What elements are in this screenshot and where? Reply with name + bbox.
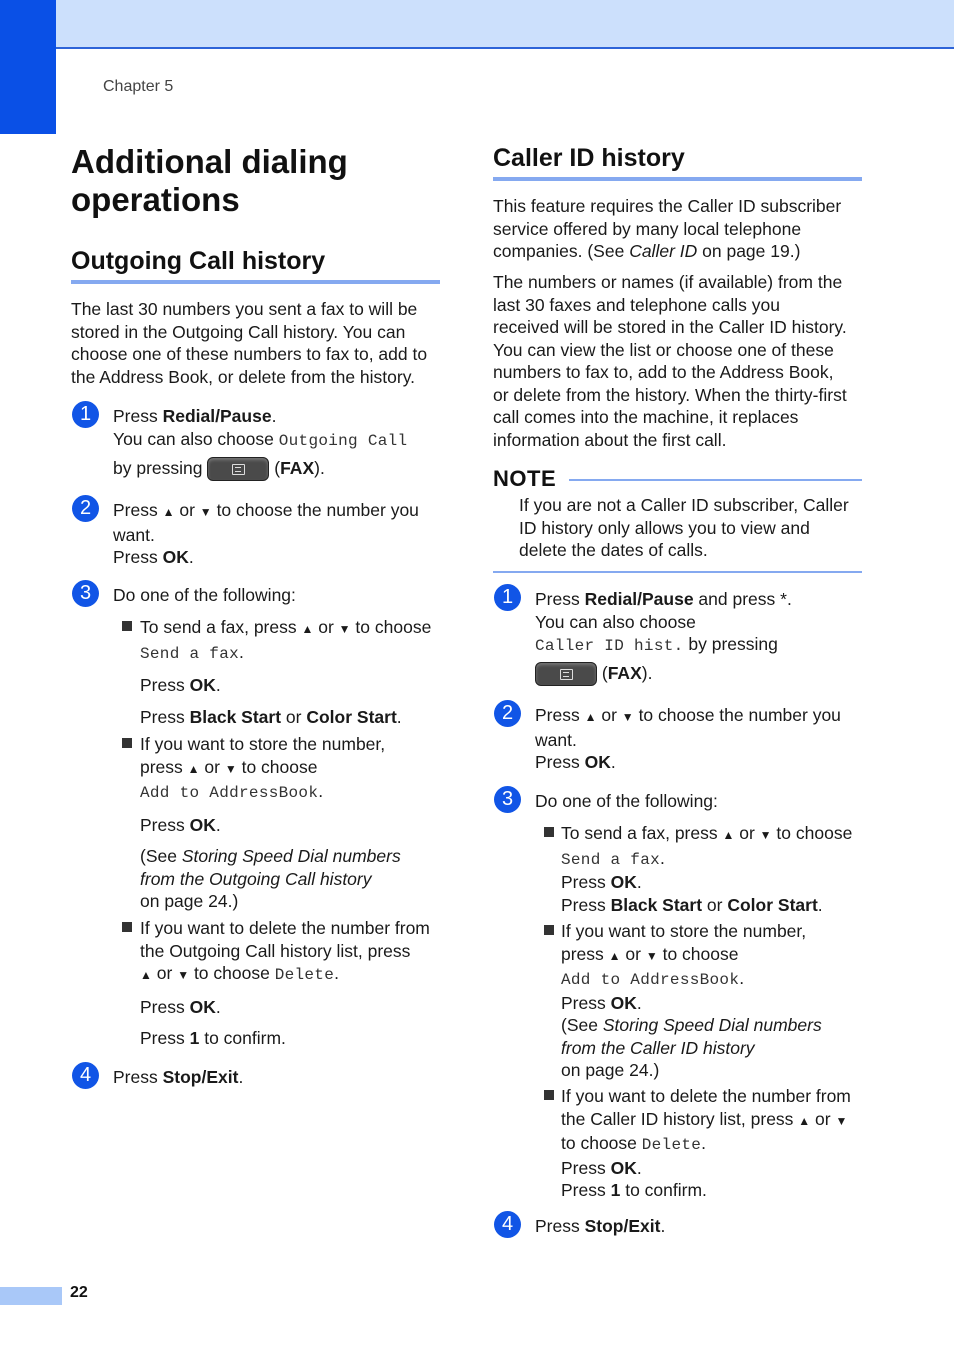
step-text: to choose <box>657 943 739 964</box>
step-badge: 1 <box>494 584 521 611</box>
bullet-delete-number: If you want to delete the number from the Outgoing Call history list, press ▲ or ▼ to choose Delete. Press OK. Press 1 to confirm. <box>140 917 445 1050</box>
step-text: ). <box>641 662 653 683</box>
step-text: . <box>660 847 665 868</box>
key-label: Redial/Pause <box>584 589 694 609</box>
chapter-tab <box>0 0 56 134</box>
paragraph-line: on page 19.) <box>697 241 801 261</box>
step-text: . <box>786 589 792 609</box>
intro-line: the Address Book, or delete from the history. <box>71 366 416 387</box>
chapter-label: Chapter 5 <box>103 78 174 95</box>
step-text: ). <box>314 458 325 478</box>
down-arrow-icon: ▼ <box>621 710 634 724</box>
step-badge: 4 <box>494 1211 521 1238</box>
bullet-marker <box>122 922 132 932</box>
star-key: * <box>780 589 787 609</box>
step-text: or <box>281 706 307 727</box>
page-title-line1: Additional dialing <box>71 143 348 180</box>
page-number: 22 <box>70 1284 88 1301</box>
down-arrow-icon: ▼ <box>338 622 351 636</box>
key-label: Stop/Exit <box>584 1216 661 1236</box>
step-text: Press <box>535 1216 585 1236</box>
step-text: . <box>660 1216 666 1236</box>
step-text: Press <box>113 547 163 567</box>
paragraph-line: last 30 faxes and telephone calls you <box>493 294 780 315</box>
step-text: or <box>313 617 339 637</box>
cross-reference-link: Storing Speed Dial numbers <box>181 846 401 866</box>
step-text: to choose <box>350 617 432 637</box>
down-arrow-icon: ▼ <box>835 1113 848 1128</box>
step-text: You can also choose <box>535 611 696 632</box>
step-text: or <box>620 943 646 964</box>
key-label: 1 <box>610 1180 621 1200</box>
fax-icon <box>560 669 573 680</box>
step-badge: 2 <box>494 700 521 727</box>
step-text: . <box>610 752 616 772</box>
cross-reference-link: Caller ID <box>629 241 698 261</box>
step-text: Press <box>140 814 190 835</box>
cross-reference-link: from the Caller ID history <box>561 1037 755 1058</box>
paragraph-line: information about the first call. <box>493 429 727 450</box>
paragraph-line: call comes into the machine, it replaces <box>493 407 799 427</box>
paragraph-line: received will be stored in the Caller ID history. <box>493 317 847 337</box>
down-arrow-icon: ▼ <box>224 761 237 776</box>
bullet-delete-number: If you want to delete the number from the Caller ID history list, press ▲ or ▼ to choose Delete. Press OK. Press 1 to confirm. <box>561 1085 866 1202</box>
step-text: . <box>334 963 339 983</box>
cross-reference-link: from the Outgoing Call history <box>140 868 372 889</box>
lcd-text: Send a fax <box>561 850 661 869</box>
step2-text <box>113 499 443 569</box>
header-band <box>0 0 954 49</box>
step-text: by pressing <box>683 634 778 654</box>
step-badge: 3 <box>72 580 99 607</box>
step-text: and press <box>693 589 781 609</box>
key-label: FAX <box>280 458 315 478</box>
up-arrow-icon: ▲ <box>584 710 597 724</box>
key-label: Black Start <box>189 706 282 727</box>
step4-text <box>535 1215 665 1238</box>
section-rule <box>493 177 862 181</box>
bullet-marker <box>544 827 554 837</box>
caller-id-description <box>493 271 865 451</box>
up-arrow-icon: ▲ <box>722 828 735 842</box>
down-arrow-icon: ▼ <box>759 828 772 842</box>
step-badge: 4 <box>72 1062 99 1089</box>
step-text: Press <box>113 406 163 426</box>
bullet-store-number: If you want to store the number, press ▲ or ▼ to choose Add to AddressBook. Press OK. (See Storing Speed Dial numbers from the Caller ID history on page 24.) <box>561 920 866 1082</box>
step-badge: 2 <box>72 495 99 522</box>
note-line: ID history only allows you to view and <box>519 517 810 538</box>
fax-icon <box>232 464 245 475</box>
step2-text <box>535 704 865 774</box>
step-text: Press <box>113 500 163 520</box>
paragraph-line: You can view the list or choose one of these <box>493 339 834 360</box>
step-text: If you want to delete the number from <box>561 1086 851 1106</box>
section-title-outgoing: Outgoing Call history <box>71 247 326 275</box>
bullet-marker <box>122 738 132 748</box>
paragraph-line: The numbers or names (if available) from the <box>493 272 843 292</box>
step-text: or <box>151 963 178 983</box>
step3-text: Do one of the following: <box>113 585 296 605</box>
key-label: OK <box>610 872 637 892</box>
step-text: to choose the number you <box>638 705 841 725</box>
step-text: Press <box>535 705 585 725</box>
fax-button <box>535 662 597 686</box>
paragraph-line: companies. (See <box>493 241 630 261</box>
step-text: ( <box>601 662 608 683</box>
step-text: If you want to store the number, <box>561 921 807 941</box>
key-label: OK <box>189 675 216 695</box>
up-arrow-icon: ▲ <box>798 1113 811 1128</box>
lcd-text: Send a fax <box>140 644 240 663</box>
step-text: to choose <box>189 963 275 983</box>
step4-text <box>113 1066 243 1089</box>
step-text: (See <box>561 1015 603 1035</box>
up-arrow-icon: ▲ <box>187 761 200 776</box>
step-text: by pressing <box>113 458 203 478</box>
note-line: If you are not a Caller ID subscriber, Caller <box>519 495 849 515</box>
up-arrow-icon: ▲ <box>162 505 175 519</box>
intro-paragraph <box>71 298 441 388</box>
up-arrow-icon: ▲ <box>301 622 314 636</box>
step-text: . <box>701 1133 707 1153</box>
step-text: To send a fax, press <box>561 823 723 843</box>
step-text: press <box>140 756 188 777</box>
paragraph-line: This feature requires the Caller ID subscriber <box>493 196 842 216</box>
step-text: Press <box>140 996 190 1017</box>
note-body <box>519 494 864 562</box>
caller-id-intro <box>493 195 865 263</box>
step-text: You can also choose <box>113 428 279 449</box>
step-text: or <box>810 1108 836 1129</box>
step-text: Press <box>535 752 585 772</box>
step-text: to choose <box>771 823 853 843</box>
step1-text <box>535 588 865 686</box>
intro-line: stored in the Outgoing Call history. You can <box>71 321 406 342</box>
fax-button <box>207 457 269 481</box>
cross-reference-link: Storing Speed Dial numbers <box>602 1015 822 1035</box>
up-arrow-icon: ▲ <box>608 948 621 963</box>
step-text: want. <box>535 729 577 750</box>
note-top-rule <box>569 479 862 481</box>
step-text: to confirm. <box>199 1028 286 1048</box>
step-text: . <box>239 641 244 662</box>
lcd-text: Delete <box>641 1136 702 1154</box>
key-label: Black Start <box>610 894 703 915</box>
step-text: to choose <box>561 1133 642 1153</box>
intro-line: The last 30 numbers you sent a fax to will be <box>71 299 418 319</box>
step3-text: Do one of the following: <box>535 791 718 811</box>
key-label: OK <box>189 814 216 835</box>
step-text: the Caller ID history list, press <box>561 1108 799 1129</box>
footer-tab <box>0 1287 62 1305</box>
key-label: OK <box>610 992 637 1013</box>
step-text: or <box>702 894 728 915</box>
step-text: press <box>561 943 609 964</box>
key-label: Color Start <box>306 706 397 727</box>
lcd-text: Caller ID hist. <box>535 637 684 655</box>
step-text: To send a fax, press <box>140 617 302 637</box>
step-text: Press <box>561 872 611 892</box>
bullet-send-fax: To send a fax, press ▲ or ▼ to choose Send a fax. Press OK. Press Black Start or Color Start. <box>140 617 432 727</box>
bullet-marker <box>544 925 554 935</box>
step-text: Press <box>113 1067 163 1087</box>
step-text: Press <box>535 589 585 609</box>
step-text: on page 24.) <box>140 891 239 911</box>
step-text: or <box>174 500 200 520</box>
key-label: OK <box>189 996 216 1017</box>
step-text: to choose the number you <box>216 500 419 520</box>
step-text: Press <box>140 1028 190 1048</box>
step-text: to choose <box>236 756 318 777</box>
key-label: Redial/Pause <box>162 406 272 426</box>
paragraph-line: service offered by many local telephone <box>493 218 802 239</box>
step-badge: 1 <box>72 401 99 428</box>
step-text: the Outgoing Call history list, press <box>140 940 411 961</box>
step-text: If you want to store the number, <box>140 734 386 754</box>
key-label: OK <box>610 1157 637 1178</box>
step-text: . <box>188 547 194 567</box>
bullet-marker <box>544 1090 554 1100</box>
lcd-text: Add to AddressBook <box>140 784 319 802</box>
note-bottom-rule <box>493 571 862 573</box>
step-text: . <box>271 406 277 426</box>
page-title <box>71 143 348 219</box>
step-text: Press <box>140 675 190 695</box>
lcd-text: Add to AddressBook <box>561 971 740 989</box>
step-badge: 3 <box>494 786 521 813</box>
paragraph-line: or delete from the history. When the thirty-first <box>493 384 847 405</box>
key-label: OK <box>584 752 611 772</box>
step-text: Press <box>561 1157 611 1178</box>
step1-text <box>113 405 443 481</box>
paragraph-line: numbers to fax to, add to the Address Book, <box>493 362 834 382</box>
key-label: OK <box>162 547 189 567</box>
step-text: ( <box>274 458 281 478</box>
step-text: or <box>596 705 622 725</box>
bullet-marker <box>122 621 132 631</box>
key-label: Stop/Exit <box>162 1067 239 1087</box>
bullet-send-fax: To send a fax, press ▲ or ▼ to choose Send a fax. Press OK. Press Black Start or Color Start. <box>561 823 853 915</box>
step-text: to confirm. <box>620 1180 707 1200</box>
step-text: Press <box>140 706 190 727</box>
down-arrow-icon: ▼ <box>177 968 190 982</box>
step-text: . <box>238 1067 244 1087</box>
step-text: or <box>199 756 225 777</box>
note-title: NOTE <box>493 466 557 491</box>
step-text: Press <box>561 992 611 1013</box>
up-arrow-icon: ▲ <box>140 968 152 982</box>
step-text: . <box>739 968 745 988</box>
step-text: Press <box>561 894 611 915</box>
page-title-line2: operations <box>71 181 240 218</box>
section-rule <box>71 280 440 284</box>
bullet-store-number: If you want to store the number, press ▲ or ▼ to choose Add to AddressBook. Press OK. (See Storing Speed Dial numbers from the Outgoing Call history on page 24.) <box>140 733 445 913</box>
step-text: Press <box>561 1180 611 1200</box>
step-text: on page 24.) <box>561 1060 660 1080</box>
key-label: 1 <box>189 1028 200 1048</box>
step-text: If you want to delete the number from <box>140 918 430 938</box>
lcd-text: Outgoing Call <box>278 431 408 450</box>
step-text: or <box>734 823 760 843</box>
key-label: Color Start <box>727 894 818 915</box>
step-text: want. <box>113 524 155 545</box>
key-label: FAX <box>607 662 642 683</box>
step-text: . <box>318 781 324 801</box>
down-arrow-icon: ▼ <box>645 948 658 963</box>
intro-line: choose one of these numbers to fax to, add to <box>71 344 428 364</box>
step-text: (See <box>140 846 182 866</box>
lcd-text: Delete <box>274 966 335 984</box>
note-line: delete the dates of calls. <box>519 540 708 560</box>
section-title-caller-id: Caller ID history <box>493 144 685 172</box>
down-arrow-icon: ▼ <box>199 505 212 519</box>
